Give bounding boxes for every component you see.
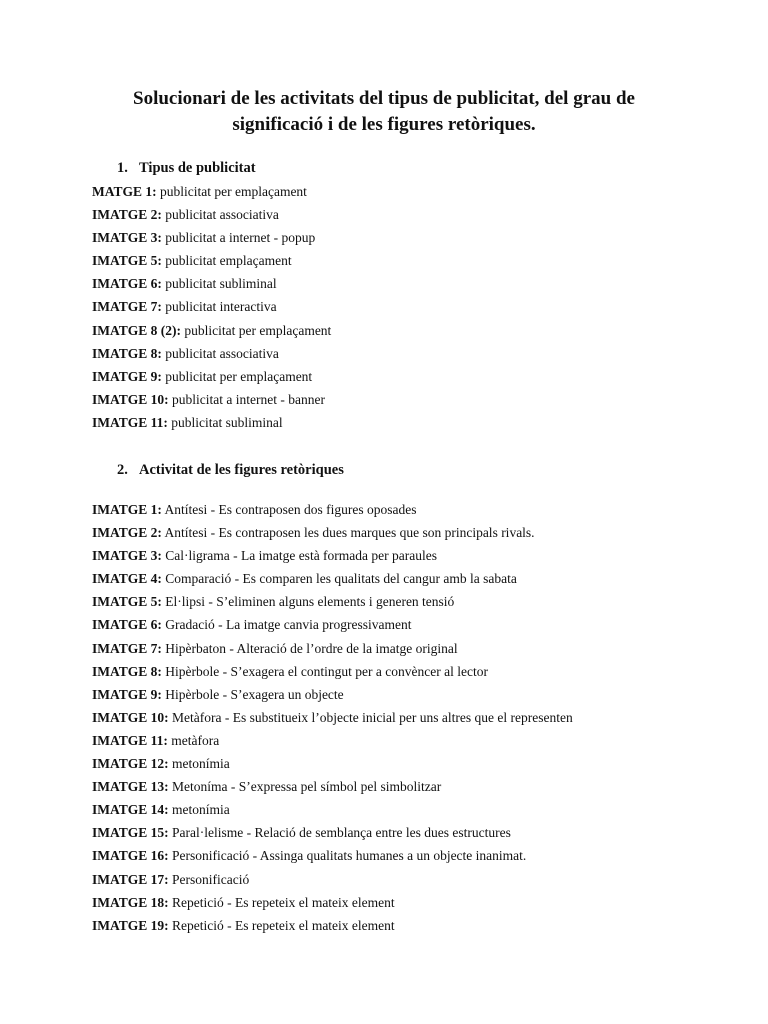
item-label: IMATGE 12:	[92, 756, 169, 772]
item-text: metonímia	[172, 802, 230, 818]
item-text: Personificació	[172, 871, 250, 887]
item-label: IMATGE 7:	[92, 299, 162, 315]
list-item	[92, 368, 331, 391]
list-item	[92, 391, 331, 414]
list-item	[92, 847, 573, 870]
item-label: IMATGE 18:	[92, 894, 169, 910]
section-2-heading	[117, 461, 344, 479]
item-label: IMATGE 10:	[92, 391, 169, 407]
item-label: IMATGE 15:	[92, 825, 169, 841]
item-text: metàfora	[171, 732, 220, 748]
item-text: publicitat associativa	[165, 207, 279, 223]
item-label: IMATGE 7:	[92, 640, 162, 656]
list-item	[92, 686, 573, 709]
item-label: IMATGE 9:	[92, 368, 162, 384]
section-1-number: 1.	[117, 160, 128, 176]
item-text: Metoníma - S’expressa pel símbol pel simbolitzar	[172, 779, 442, 795]
list-item	[92, 801, 573, 824]
item-text: publicitat associativa	[165, 345, 279, 361]
list-item	[92, 275, 331, 298]
section-2-title: Activitat de les figures retòriques	[139, 462, 344, 478]
list-item	[92, 824, 573, 847]
section-1-title: Tipus de publicitat	[139, 160, 256, 176]
list-item	[92, 229, 331, 252]
item-text: Paral·lelisme - Relació de semblança entre les dues estructures	[172, 825, 511, 841]
item-label: IMATGE 2:	[92, 525, 162, 541]
item-text: publicitat subliminal	[165, 276, 277, 292]
item-label: IMATGE 9:	[92, 686, 162, 702]
rhetorical-figures-list	[92, 501, 573, 940]
item-label: IMATGE 17:	[92, 871, 169, 887]
item-text: El·lipsi - S’eliminen alguns elements i generen tensió	[165, 594, 455, 610]
item-label: IMATGE 11:	[92, 732, 168, 748]
list-item	[92, 709, 573, 732]
list-item	[92, 252, 331, 275]
list-item	[92, 778, 573, 801]
advertising-types-list	[92, 183, 331, 437]
item-label: MATGE 1:	[92, 184, 157, 199]
list-item	[92, 501, 573, 524]
list-item	[92, 732, 573, 755]
item-text: publicitat per emplaçament	[160, 184, 307, 199]
item-label: IMATGE 6:	[92, 276, 162, 292]
list-item	[92, 917, 573, 940]
item-label: IMATGE 14:	[92, 802, 169, 818]
list-item	[92, 206, 331, 229]
list-item	[92, 755, 573, 778]
list-item	[92, 640, 573, 663]
item-text: Gradació - La imatge canvia progressivament	[165, 617, 412, 633]
item-label: IMATGE 13:	[92, 779, 169, 795]
item-label: IMATGE 11:	[92, 414, 168, 430]
list-item	[92, 616, 573, 639]
item-text: Cal·ligrama - La imatge està formada per paraules	[165, 548, 437, 564]
item-label: IMATGE 3:	[92, 548, 162, 564]
list-item	[92, 593, 573, 616]
item-text: Comparació - Es comparen les qualitats del cangur amb la sabata	[165, 571, 517, 587]
item-text: publicitat interactiva	[165, 299, 277, 315]
list-item	[92, 524, 573, 547]
item-label: IMATGE 19:	[92, 917, 169, 933]
item-label: IMATGE 5:	[92, 594, 162, 610]
item-text: publicitat a internet - banner	[172, 391, 325, 407]
item-text: Hipèrbaton - Alteració de l’ordre de la imatge original	[165, 640, 458, 656]
item-text: Hipèrbole - S’exagera el contingut per a convèncer al lector	[165, 663, 488, 679]
item-text: Repetició - Es repeteix el mateix element	[172, 894, 395, 910]
title-line-1: Solucionari de les activitats del tipus de publicitat, del grau de	[133, 88, 635, 109]
item-text: publicitat per emplaçament	[184, 322, 332, 338]
list-item	[92, 570, 573, 593]
item-label: IMATGE 8 (2):	[92, 322, 181, 338]
item-label: IMATGE 3:	[92, 230, 162, 246]
item-label: IMATGE 2:	[92, 207, 162, 223]
item-text: Metàfora - Es substitueix l’objecte inicial per uns altres que el representen	[172, 709, 573, 725]
item-text: Antítesi - Es contraposen les dues marques que son principals rivals.	[164, 525, 535, 541]
item-text: publicitat emplaçament	[165, 253, 292, 269]
item-text: Personificació - Assinga qualitats humanes a un objecte inanimat.	[172, 848, 527, 864]
list-item	[92, 298, 331, 321]
list-item	[92, 183, 331, 206]
item-text: metonímia	[172, 756, 230, 772]
list-item	[92, 345, 331, 368]
list-item	[92, 414, 331, 437]
list-item	[92, 322, 331, 345]
section-2-number: 2.	[117, 462, 128, 478]
item-label: IMATGE 10:	[92, 709, 169, 725]
item-label: IMATGE 6:	[92, 617, 162, 633]
section-1-heading	[117, 159, 256, 177]
list-item	[92, 894, 573, 917]
item-text: Hipèrbole - S’exagera un objecte	[165, 686, 344, 702]
item-text: publicitat a internet - popup	[165, 230, 316, 246]
list-item	[92, 871, 573, 894]
item-text: Repetició - Es repeteix el mateix element	[172, 917, 395, 933]
item-text: Antítesi - Es contraposen dos figures oposades	[164, 502, 417, 517]
document-title	[84, 86, 684, 138]
title-line-2: significació i de les figures retòriques.	[232, 114, 536, 135]
list-item	[92, 547, 573, 570]
item-text: publicitat per emplaçament	[165, 368, 313, 384]
item-label: IMATGE 4:	[92, 571, 162, 587]
item-label: IMATGE 5:	[92, 253, 162, 269]
item-label: IMATGE 8:	[92, 663, 162, 679]
item-label: IMATGE 8:	[92, 345, 162, 361]
list-item	[92, 663, 573, 686]
item-label: IMATGE 16:	[92, 848, 169, 864]
item-label: IMATGE 1:	[92, 502, 162, 517]
item-text: publicitat subliminal	[171, 414, 283, 430]
